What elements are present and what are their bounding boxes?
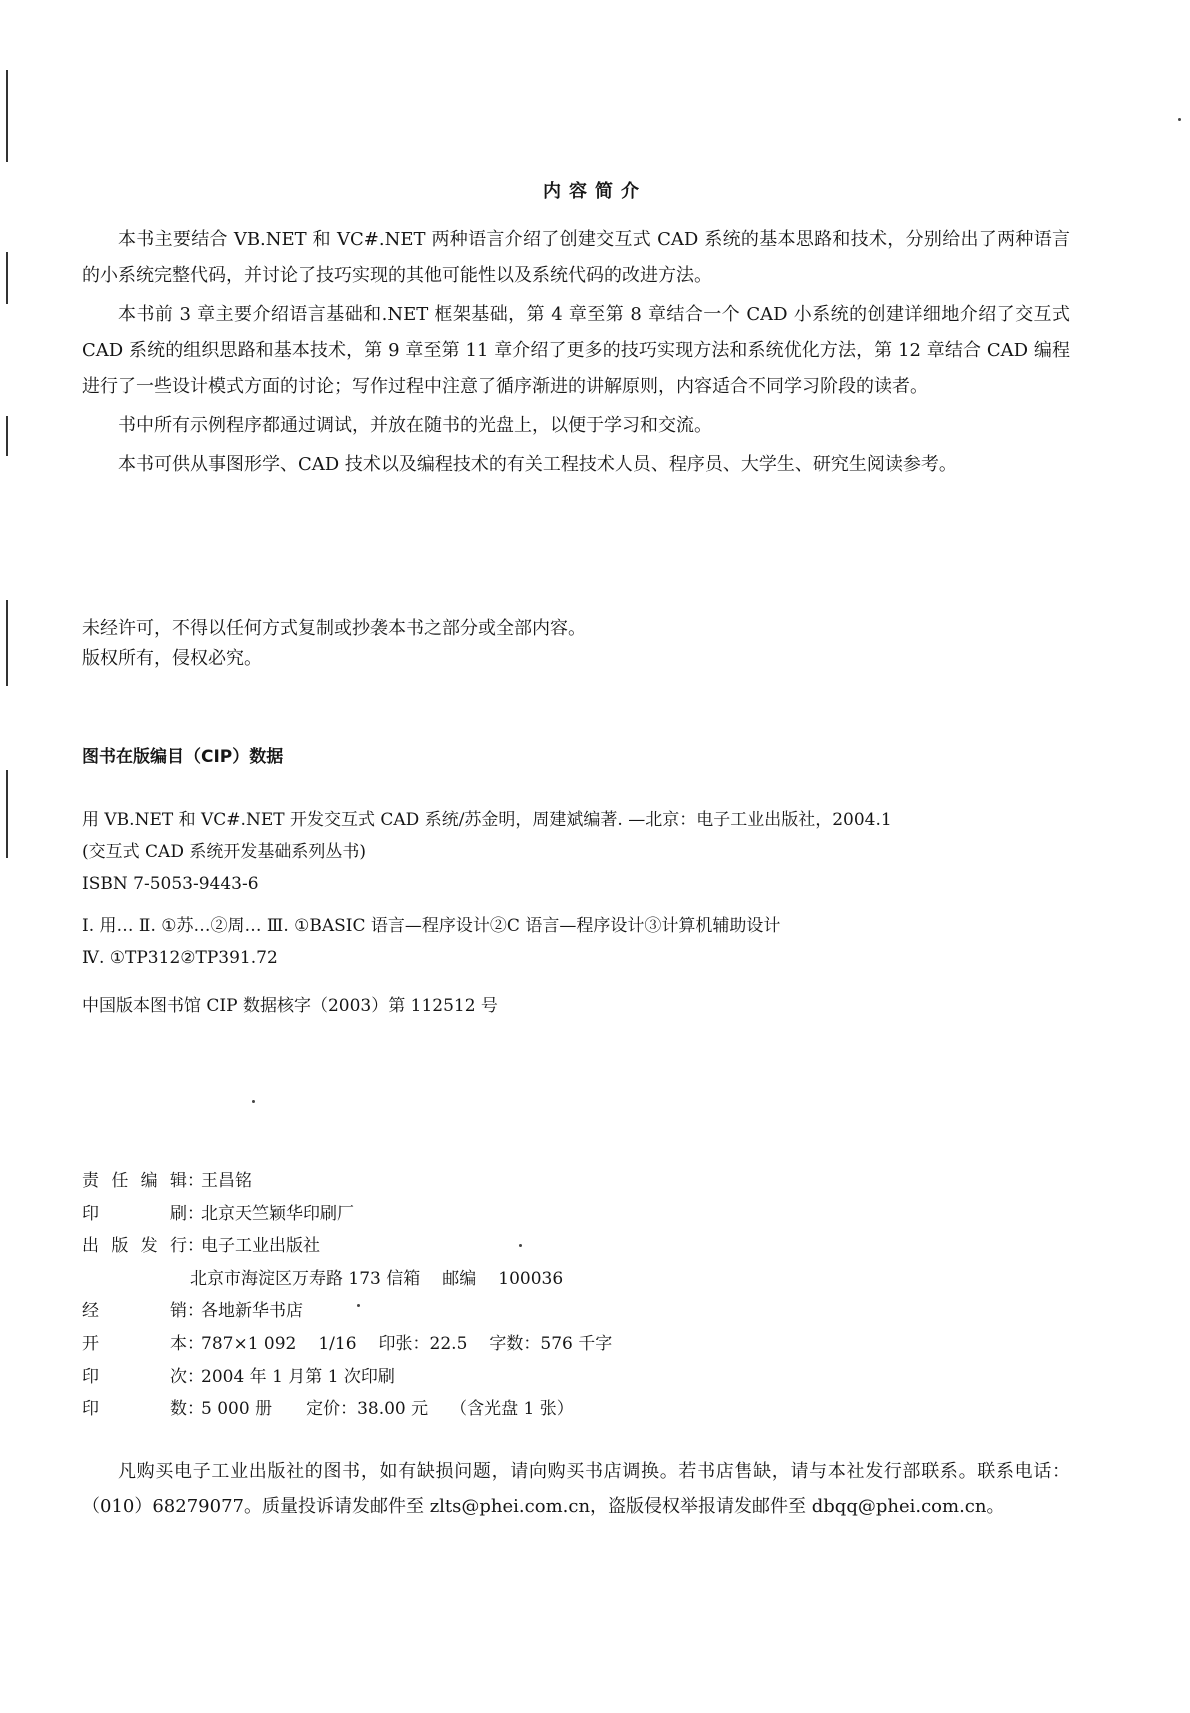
words-value: 576 千字	[540, 1333, 613, 1354]
postcode: 100036	[498, 1268, 564, 1289]
cip-isbn: ISBN 7-5053-9443-6	[82, 874, 259, 894]
price-note: （含光盘 1 张）	[450, 1399, 574, 1420]
copyright-notice	[82, 614, 586, 674]
cip-series-line: (交互式 CAD 系统开发基础系列丛书)	[82, 842, 366, 862]
intro-paragraph: 本书可供从事图形学、CAD 技术以及编程技术的有关工程技术人员、程序员、大学生、研究生阅读参考。	[118, 454, 957, 475]
info-label: 经 销	[82, 1301, 187, 1322]
book-size: 787×1 092	[201, 1333, 297, 1354]
info-label: 出 版 发 行	[82, 1236, 187, 1257]
info-label: 印 刷	[82, 1203, 187, 1224]
publisher-name: 电子工业出版社	[201, 1236, 320, 1257]
info-row-publisher: 出 版 发 行 ： 电子工业出版社	[82, 1230, 612, 1263]
sheets-label: 印张：	[378, 1333, 430, 1354]
scan-margin-mark	[6, 416, 8, 456]
words-label: 字数：	[489, 1333, 541, 1354]
intro-section	[82, 222, 1070, 483]
price-label: 定价：	[306, 1399, 358, 1420]
cip-data	[82, 804, 892, 1022]
info-label: 印 数	[82, 1399, 187, 1420]
scan-margin-mark	[6, 770, 8, 858]
scan-margin-mark	[6, 70, 8, 162]
edition-value: 2004 年 1 月第 1 次印刷	[201, 1366, 395, 1387]
cip-classification: Ⅰ. 用… Ⅱ. ①苏…②周… Ⅲ. ①BASIC 语言—程序设计②C 语言—程序设计③计算机辅助设计	[82, 916, 781, 936]
info-label: 开 本	[82, 1333, 187, 1354]
scan-margin-mark	[6, 252, 8, 304]
intro-paragraph: 本书前 3 章主要介绍语言基础和.NET 框架基础，第 4 章至第 8 章结合一个 CAD 小系统的创建详细地介绍了交互式 CAD 系统的组织思路和基本技术，第 9 章至第 11 章介绍了更多的技巧实现方法和系统优化方法，第 12 章结合 CAD 编程进行了一些设计模式方面的讨论；写作过程中注意了循序渐进的讲解原则，内容适合不同学习阶段的读者。	[82, 304, 1070, 397]
info-row-edition: 印 次 ： 2004 年 1 月第 1 次印刷	[82, 1361, 612, 1394]
info-row-print-run: 印 数 ： 5 000 册 定价：38.00 元 （含光盘 1 张）	[82, 1393, 612, 1426]
info-label: 印 次	[82, 1366, 187, 1387]
cip-title-line: 用 VB.NET 和 VC#.NET 开发交互式 CAD 系统/苏金明，周建斌编著. —北京：电子工业出版社，2004.1	[82, 810, 892, 830]
info-row-format: 开 本 ： 787×1 092 1/16 印张：22.5 字数：576 千字	[82, 1328, 612, 1361]
sheets-value: 22.5	[429, 1333, 468, 1354]
cip-classification: Ⅳ. ①TP312②TP391.72	[82, 948, 278, 968]
publisher-notice: 凡购买电子工业出版社的图书，如有缺损问题，请向购买书店调换。若书店售缺，请与本社发行部联系。联系电话：（010）68279077。质量投诉请发邮件至 zlts@phei.com.cn，盗版侵权举报请发邮件至 dbqq@phei.com.cn。	[82, 1461, 1070, 1517]
printer-name: 北京天竺颖华印刷厂	[201, 1203, 354, 1224]
scan-margin-mark	[6, 600, 8, 686]
intro-title: 内容简介	[543, 181, 647, 202]
intro-paragraph: 书中所有示例程序都通过调试，并放在随书的光盘上，以便于学习和交流。	[118, 415, 712, 436]
editor-name: 王昌铭	[201, 1171, 252, 1191]
distributor-name: 各地新华书店	[201, 1301, 303, 1322]
postcode-label: 邮编	[442, 1268, 477, 1289]
print-run-value: 5 000 册	[201, 1399, 273, 1420]
publisher-address: 北京市海淀区万寿路 173 信箱	[190, 1268, 421, 1289]
copyright-line: 未经许可，不得以任何方式复制或抄袭本书之部分或全部内容。	[82, 618, 586, 639]
book-fold: 1/16	[318, 1333, 357, 1354]
scan-dot	[252, 1100, 255, 1103]
cip-heading: 图书在版编目（CIP）数据	[82, 747, 284, 767]
info-row-distributor: 经 销 ： 各地新华书店	[82, 1295, 612, 1328]
info-row-address	[82, 1263, 612, 1296]
publishing-info	[82, 1165, 612, 1426]
copyright-line: 版权所有，侵权必究。	[82, 648, 262, 669]
scan-dot	[1178, 118, 1181, 121]
info-label: 责 任 编 辑	[82, 1171, 187, 1191]
info-row-editor: 责 任 编 辑 ： 王昌铭	[82, 1165, 612, 1198]
intro-paragraph: 本书主要结合 VB.NET 和 VC#.NET 两种语言介绍了创建交互式 CAD 系统的基本思路和技术，分别给出了两种语言的小系统完整代码，并讨论了技巧实现的其他可能性以及系统代码的改进方法。	[82, 229, 1070, 286]
price-value: 38.00 元	[357, 1399, 429, 1420]
cip-record-number: 中国版本图书馆 CIP 数据核字（2003）第 112512 号	[82, 996, 498, 1016]
info-row-printer: 印 刷 ： 北京天竺颖华印刷厂	[82, 1198, 612, 1231]
